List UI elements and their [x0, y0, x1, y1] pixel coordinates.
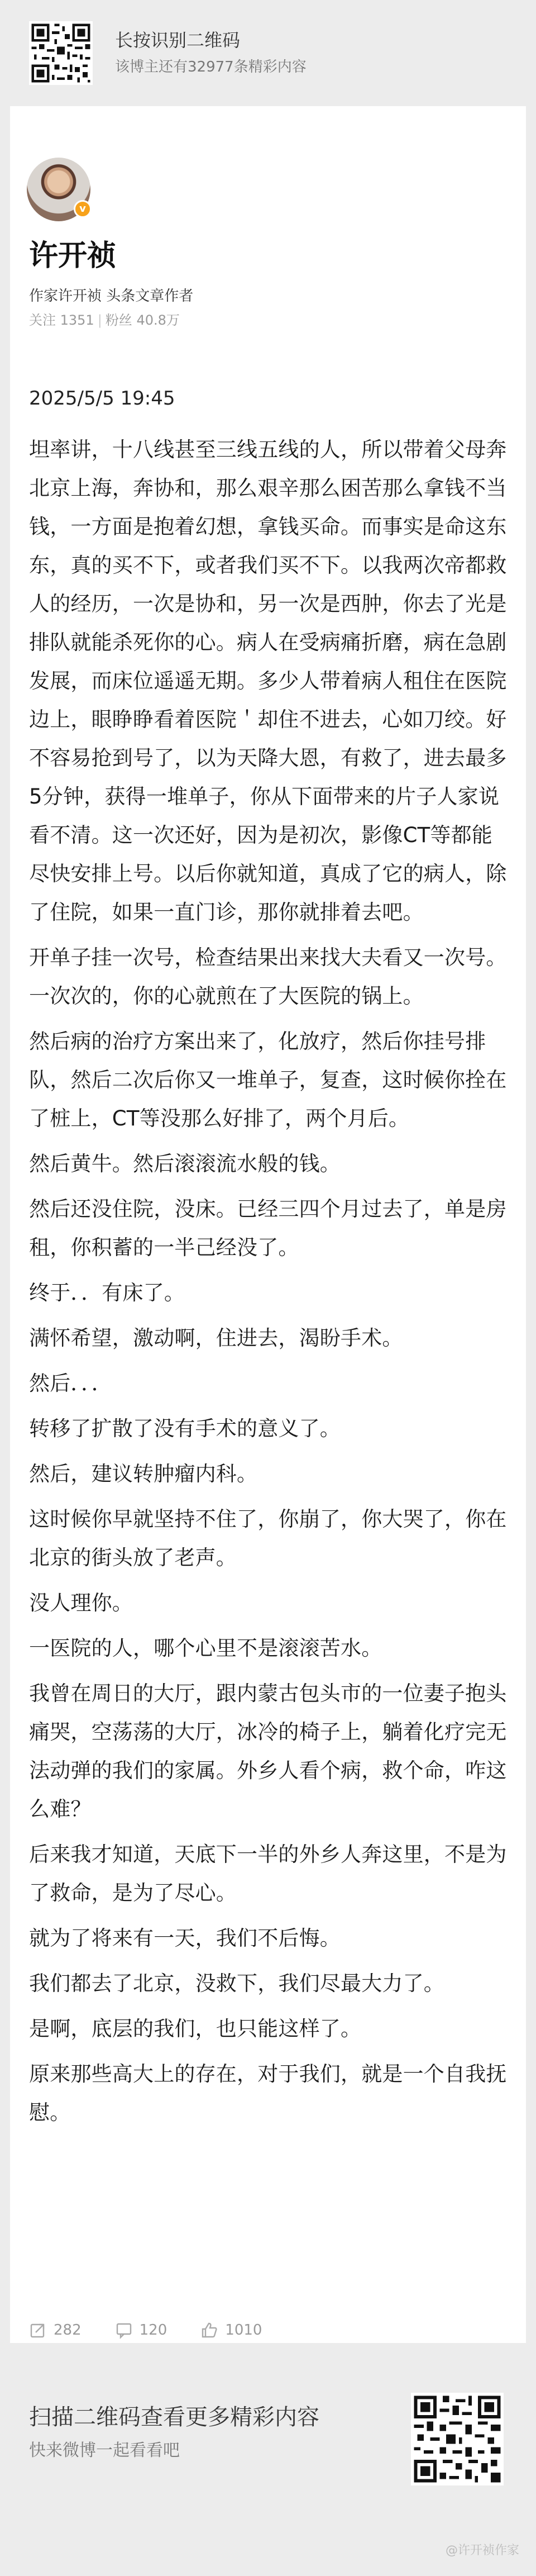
post-paragraph: 这时候你早就坚持不住了，你崩了，你大哭了，你在北京的街头放了老声。 [29, 1507, 507, 1570]
post-paragraph: 我曾在周日的大厅，跟内蒙古包头市的一位妻子抱头痛哭，空荡荡的大厅，冰冷的椅子上，躺着化疗完无法动弹的我们的家属。外乡人看个病，救个命，咋这么难？ [29, 1681, 507, 1821]
top-banner-title: 长按识别二维码 [115, 30, 241, 51]
like-button[interactable] [200, 2321, 262, 2339]
bottom-qr-banner [0, 2369, 536, 2576]
post-card [10, 106, 526, 2343]
comment-icon [115, 2321, 133, 2339]
post-paragraph: 然后．．． [29, 1371, 112, 1395]
qr-code-icon[interactable] [411, 2393, 504, 2485]
watermark: @许开祯作家 [445, 2544, 519, 2558]
top-qr-banner [0, 0, 536, 106]
like-count: 1010 [225, 2322, 262, 2339]
post-paragraph: 一医院的人，哪个心里不是滚滚苦水。 [29, 1636, 382, 1660]
post-paragraph: 我们都去了北京，没救下，我们尽最大力了。 [29, 1971, 444, 1995]
qr-code-icon[interactable] [29, 21, 93, 85]
post-paragraph: 是啊，底层的我们，也只能这样了。 [29, 2017, 362, 2041]
author-stats: 关注 1351 | 粉丝 40.8万 [29, 312, 180, 328]
repost-button[interactable] [29, 2321, 82, 2339]
post-paragraph: 然后，建议转肿瘤内科。 [29, 1462, 258, 1486]
post-paragraph: 然后病的治疗方案出来了，化放疗，然后你挂号排队，然后二次后你又一堆单子，复查，这时候你拴在了桩上，CT等没那么好排了，两个月后。 [29, 1029, 507, 1130]
repost-count: 282 [54, 2322, 82, 2339]
post-body [29, 430, 509, 2138]
fans-count: 粉丝 40.8万 [105, 312, 180, 328]
post-paragraph: 原来那些高大上的存在，对于我们，就是一个自我抚慰。 [29, 2062, 507, 2125]
post-paragraph: 然后黄牛。然后滚滚流水般的钱。 [29, 1152, 341, 1176]
post-paragraph: 开单子挂一次号，检查结果出来找大夫看又一次号。一次次的，你的心就煎在了大医院的锅上。 [29, 945, 507, 1008]
bottom-banner-subtitle: 快来微博一起看看吧 [29, 2441, 180, 2460]
post-paragraph: 没人理你。 [29, 1591, 133, 1615]
action-bar [10, 2313, 526, 2347]
post-paragraph: 然后还没住院，没床。已经三四个月过去了，单是房租，你积蓄的一半己经没了。 [29, 1197, 507, 1260]
top-banner-subtitle: 该博主还有32977条精彩内容 [115, 59, 307, 75]
post-paragraph: 终于．．有床了。 [29, 1281, 185, 1305]
followers-count: 关注 1351 [29, 312, 94, 328]
author-description: 作家许开祯 头条文章作者 [29, 288, 194, 305]
verified-badge-icon: v [74, 200, 92, 218]
post-paragraph: 就为了将来有一天，我们不后悔。 [29, 1926, 341, 1950]
post-paragraph: 满怀希望，激动啊，住进去，渴盼手术。 [29, 1326, 403, 1350]
comment-count: 120 [139, 2322, 168, 2339]
post-timestamp: 2025/5/5 19:45 [29, 387, 175, 410]
comment-button[interactable] [115, 2321, 168, 2339]
share-icon [29, 2321, 47, 2339]
thumbs-up-icon [200, 2321, 218, 2339]
post-paragraph: 后来我才知道，天底下一半的外乡人奔这里，不是为了救命，是为了尽心。 [29, 1842, 507, 1905]
avatar[interactable] [27, 158, 90, 221]
post-paragraph: 转移了扩散了没有手术的意义了。 [29, 1417, 341, 1441]
author-name[interactable]: 许开祯 [29, 239, 117, 273]
bottom-banner-title: 扫描二维码查看更多精彩内容 [29, 2404, 319, 2430]
post-paragraph: 坦率讲，十八线甚至三线五线的人，所以带着父母奔北京上海，奔协和，那么艰辛那么困苦那么拿钱不当钱，一方面是抱着幻想，拿钱买命。而事实是命这东东，真的买不下，或者我们买不下。以我两次帝都救人的经历，一次是协和，另一次是西肿，你去了光是排队就能杀死你的心。病人在受病痛折磨，病在急剧发展，而床位遥遥无期。多少人带着病人租住在医院边上，眼睁睁看着医院＇却住不进去，心如刀绞。好不容易抢到号了，以为天降大恩，有救了，进去最多5分钟，获得一堆单子，你从下面带来的片子人家说看不清。这一次还好，因为是初次，影像CT等都能尽快安排上号。以后你就知道，真成了它的病人，除了住院，如果一直门诊，那你就排着去吧。 [29, 438, 507, 924]
